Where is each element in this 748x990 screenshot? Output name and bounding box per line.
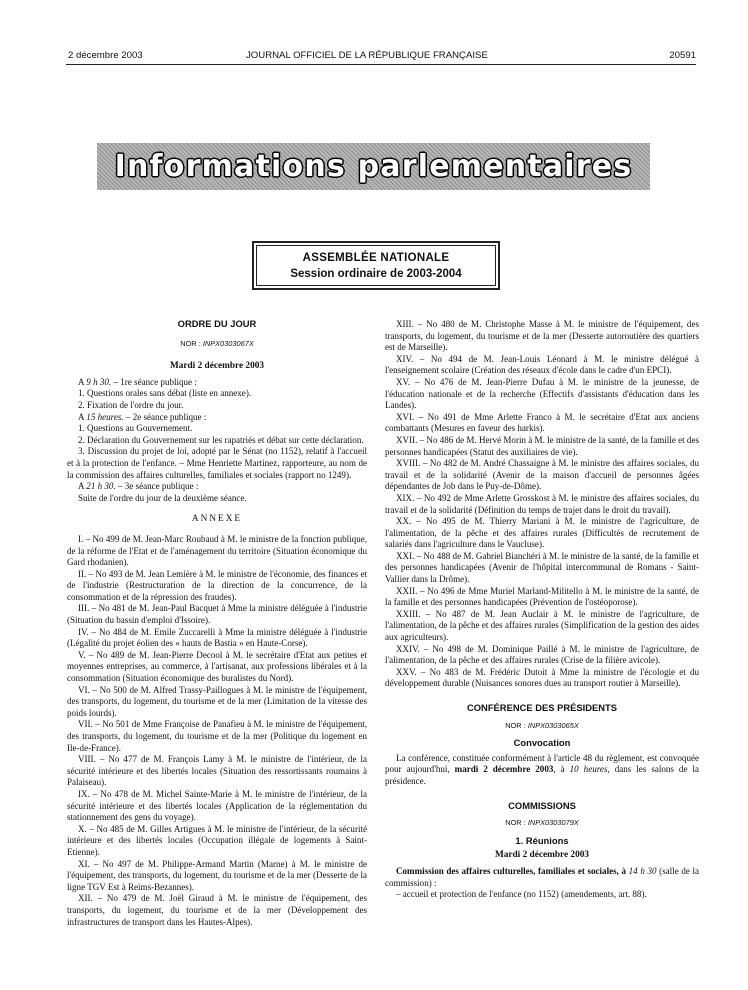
question-item: VIII. – No 477 de M. François Lamy à M. le ministre de l'intérieur, de la sécurité intérieure et des libertés locales (Situation des ressortissants roumains à Palaiseau).	[67, 754, 367, 788]
question-item: XXIV. – No 498 de M. Dominique Paillé à M. le ministre de l'agriculture, de l'alimentation, de la pêche et des affaires rurales (Crise de la filière avicole).	[385, 643, 699, 666]
question-item: XV. – No 476 de M. Jean-Pierre Dufau à M. le ministre de la jeunesse, de l'éducation nationale et de la recherche (Effectifs d'assistants d'éducation dans les Landes).	[385, 376, 699, 411]
seance-1-item: 2. Fixation de l'ordre du jour.	[78, 399, 184, 410]
assembly-name: ASSEMBLÉE NATIONALE	[302, 252, 450, 264]
question-item: XVII. – No 486 de M. Hervé Morin à M. le ministre de la santé, de la famille et des personnes handicapées (Statut des auxiliaires de vie).	[385, 434, 699, 457]
convocation-text: La conférence, constituée conformément à l'article 48 du règlement, est convoquée pour aujourd'hui, mardi 2 décembre 2003, à 10 heures, dans les salons de la présidence.	[385, 752, 699, 786]
reunions-heading: 1. Réunions	[515, 834, 569, 846]
question-item: I. – No 499 de M. Jean-Marc Roubaud à M. le ministre de la fonction publique, de la réforme de l'Etat et de l'aménagement du territoire (Situation économique du Gard rhodanien).	[67, 533, 367, 568]
left-column	[67, 318, 367, 928]
section-banner	[97, 143, 650, 190]
annexe-title: ANNEXE	[191, 514, 243, 525]
question-item: IV. – No 484 de M. Emile Zuccarelli à Mme la ministre déléguée à l'industrie (Légalité du projet éolien des « hauts de Bastia » en Haute-Corse).	[67, 626, 367, 649]
question-item: XXV. – No 483 de M. Frédéric Dutoit à Mme la ministre de l'écologie et du développement durable (Nuisances sonores dues au transport routier à Marseille).	[385, 666, 699, 689]
assembly-box	[256, 245, 496, 286]
seance-2-heading: A 15 heures. – 2e séance publique :	[78, 411, 207, 422]
question-item: XVIII. – No 482 de M. André Chassaigne à M. le ministre des affaires sociales, du travail et de la solidarité (Avenir de la maison d'accueil de personnes âgées dépendantes de Job dans le Puy-de-Dôme).	[385, 458, 699, 492]
question-item: XIV. – No 494 de M. Jean-Louis Léonard à M. le ministre délégué à l'enseignement scolaire (Création des réseaux d'école dans le cadre d'un EPCI).	[385, 353, 699, 376]
seance-2-item: 3. Discussion du projet de loi, adopté par le Sénat (no 1152), relatif à l'accueil et à la protection de l'enfance. – Mme Henriette Martinez, rapporteure, au nom de la commission des affaires culturelles, familiales et sociales (rapport no 1249).	[67, 446, 367, 480]
question-item: XXII. – No 496 de Mme Muriel Marland-Militello à M. le ministre de la santé, de la famille et des personnes handicapées (Prévention de l'ostéoporose).	[385, 585, 699, 608]
seance-3-heading: A 21 h 30. – 3e séance publique :	[78, 481, 199, 492]
ordre-nor: NOR : INPX0303067X	[180, 338, 254, 348]
running-header	[68, 50, 696, 64]
commissions-title: COMMISSIONS	[508, 799, 576, 811]
question-item: XIX. – No 492 de Mme Arlette Grosskost à M. le ministre des affaires sociales, du travail et de la solidarité (Définition du temps de trajet dans le droit du travail).	[385, 492, 699, 515]
ordre-du-jour-title: ORDRE DU JOUR	[177, 318, 257, 329]
question-item: XVI. – No 491 de Mme Arlette Franco à M. le secrétaire d'Etat aux anciens combattants (Mesures en faveur des harkis).	[385, 411, 699, 434]
header-page-number: 20591	[669, 50, 696, 61]
question-item: II. – No 493 de M. Jean Lemière à M. le ministre de l'économie, des finances et de l'industrie (Restructuration de la direction de la concurrence, de la consommation et de la répression des fraudes).	[67, 568, 367, 602]
question-item: XXI. – No 488 de M. Gabriel Bianchéri à M. le ministre de la santé, de la famille et des personnes handicapées (Avenir de l'hôpital intercommunal de Romans - Saint-Vallier dans la Drôme).	[385, 550, 699, 585]
banner-title: Informations parlementaires	[114, 149, 633, 184]
ordre-date: Mardi 2 décembre 2003	[169, 361, 265, 372]
question-item: XXIII. – No 487 de M. Jean Auclair à M. le ministre de l'agriculture, de l'alimentation, de la pêche et des affaires rurales (Simplification de la gestion des aides aux agriculteurs).	[385, 608, 699, 643]
question-item: VI. – No 500 de M. Alfred Trassy-Paillogues à M. le ministre de l'équipement, des transports, du logement, du tourisme et de la mer (Limitation de la vitesse des poids lourds).	[67, 684, 367, 718]
reunions-date: Mardi 2 décembre 2003	[494, 850, 590, 861]
question-item: XIII. – No 480 de M. Christophe Masse à M. le ministre de l'équipement, des transports, du logement, du tourisme et de la mer (Desserte autoroutière des quartiers est de Marseille).	[385, 319, 699, 353]
question-item: IX. – No 478 de M. Michel Sainte-Marie à M. le ministre de l'intérieur, de la sécurité intérieure et des libertés locales (Application de la réglementation du stationnement des gens du voyage).	[67, 788, 367, 823]
conference-title: CONFÉRENCE DES PRÉSIDENTS	[466, 702, 618, 713]
convocation-heading: Convocation	[513, 737, 571, 749]
seance-2-item: 2. Déclaration du Gouvernement sur les rapatriés et débat sur cette déclaration.	[78, 434, 364, 445]
question-item: XX. – No 495 de M. Thierry Mariani à M. le ministre de l'agriculture, de l'alimentation, de la pêche et des affaires rurales (Difficultés de recrutement de salariés dans l'agriculture dans le Vaucluse).	[385, 516, 699, 550]
question-item: X. – No 485 de M. Gilles Artigues à M. le ministre de l'intérieur, de la sécurité intérieure et des libertés locales (Occupation illégale de logements à Saint-Etienne).	[67, 823, 367, 857]
conference-nor: NOR : INPX0303065X	[505, 720, 579, 730]
session-title: Session ordinaire de 2003-2004	[290, 268, 462, 280]
commission-item: – accueil et protection de l'enfance (no 1152) (amendements, art. 88).	[396, 889, 647, 900]
header-rule	[66, 64, 696, 65]
seance-1-item: 1. Questions orales sans débat (liste en annexe).	[78, 388, 252, 399]
seance-3-item: Suite de l'ordre du jour de la deuxième séance.	[78, 492, 247, 503]
question-item: XII. – No 479 de M. Joël Giraud à M. le ministre de l'équipement, des transports, du logement, du tourisme et de la mer (Développement des infrastructures de transport dans les Hautes-Alpes).	[67, 893, 367, 927]
question-item: V. – No 489 de M. Jean-Pierre Decool à M. le secrétaire d'Etat aux petites et moyennes entreprises, au commerce, à l'artisanat, aux professions libérales et à la consommation (Situation économique des buralistes du Nord).	[67, 649, 367, 684]
question-item: III. – No 481 de M. Jean-Paul Bacquet à Mme la ministre déléguée à l'industrie (Situation du bassin d'emploi d'Issoire).	[67, 603, 367, 626]
question-item: VII. – No 501 de Mme Françoise de Panafieu à M. le ministre de l'équipement, des transports, du logement, du tourisme et de la mer (Politique du logement en Ile-de-France).	[67, 719, 367, 753]
seance-2-item: 1. Questions au Gouvernement.	[78, 423, 193, 434]
header-date: 2 décembre 2003	[68, 50, 143, 61]
commissions-nor: NOR : INPX0303079X	[505, 818, 579, 828]
right-column	[385, 319, 699, 901]
commission-entry: Commission des affaires culturelles, familiales et sociales, à 14 h 30 (salle de la commission) :	[385, 865, 699, 888]
question-item: XI. – No 497 de M. Philippe-Armand Martin (Marne) à M. le ministre de l'équipement, des transports, du logement, du tourisme et de la mer (Desserte de la ligne TGV Est à Reims-Bezannes).	[67, 858, 367, 892]
header-journal-title: JOURNAL OFFICIEL DE LA RÉPUBLIQUE FRANÇAISE	[246, 50, 488, 61]
seance-1-heading: A 9 h 30. – 1re séance publique :	[78, 376, 197, 387]
